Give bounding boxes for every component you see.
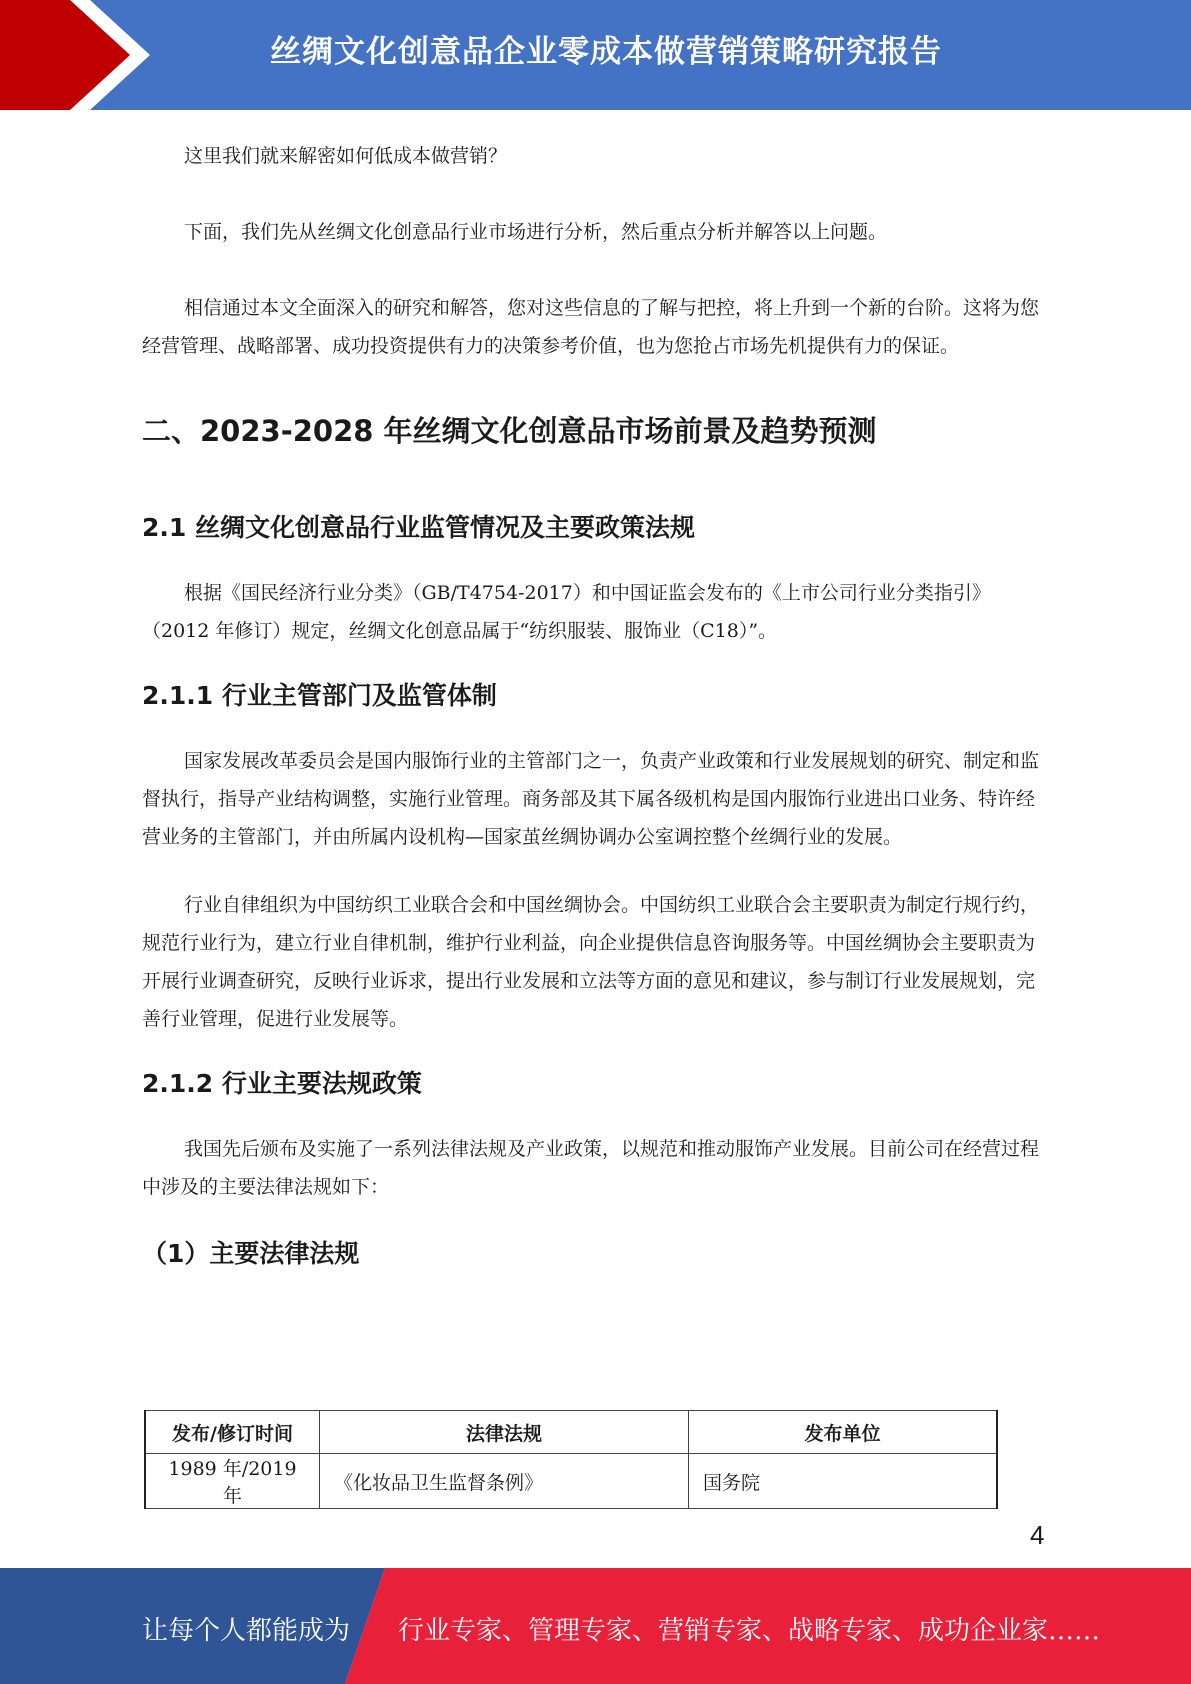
section-heading: 二、2023-2028 年丝绸文化创意品市场前景及趋势预测	[142, 414, 877, 448]
page-number: 4	[1030, 1520, 1045, 1550]
table-header-row	[145, 1411, 997, 1454]
paragraph-7: 我国先后颁布及实施了一系列法律法规及产业政策，以规范和推动服饰产业发展。目前公司在经营过程中涉及的主要法律法规如下：	[142, 1138, 1040, 1198]
subsection-heading-2-1-1: 2.1.1 行业主管部门及监管体制	[142, 681, 497, 710]
laws-table	[144, 1410, 998, 1509]
header-title: 丝绸文化创意品企业零成本做营销策略研究报告	[270, 34, 942, 70]
paragraph-3: 相信通过本文全面深入的研究和解答，您对这些信息的了解与把控，将上升到一个新的台阶。这将为您经营管理、战略部署、成功投资提供有力的决策参考价值，也为您抢占市场先机提供有力的保证。	[142, 297, 1040, 357]
subsection-heading-2-1-2: 2.1.2 行业主要法规政策	[142, 1069, 422, 1098]
footer-slogan-left: 让每个人都能成为	[142, 1616, 351, 1646]
table-row	[145, 1454, 997, 1509]
table-header-date: 发布/修订时间	[145, 1411, 320, 1454]
paragraph-5: 国家发展改革委员会是国内服饰行业的主管部门之一，负责产业政策和行业发展规划的研究、制定和监督执行，指导产业结构调整，实施行业管理。商务部及其下属各级机构是国内服饰行业进出口业务、特许经营业务的主管部门，并由所属内设机构—国家茧丝绸协调办公室调控整个丝绸行业的发展。	[142, 750, 1040, 848]
table-cell-date: 1989 年/2019 年	[145, 1454, 320, 1509]
table-header-law: 法律法规	[320, 1411, 689, 1454]
page-footer	[0, 1568, 1191, 1684]
paragraph-1: 这里我们就来解密如何低成本做营销？	[184, 145, 508, 167]
page-header	[0, 0, 1191, 110]
table-header-issuer: 发布单位	[689, 1411, 998, 1454]
table-cell-issuer: 国务院	[689, 1454, 998, 1509]
paragraph-6: 行业自律组织为中国纺织工业联合会和中国丝绸协会。中国纺织工业联合会主要职责为制定行规行约，规范行业行为，建立行业自律机制，维护行业利益，向企业提供信息咨询服务等。中国丝绸协会主要职责为开展行业调查研究，反映行业诉求，提出行业发展和立法等方面的意见和建议，参与制订行业发展规划，完善行业管理，促进行业发展等。	[142, 894, 1040, 1030]
subsection-heading-2-1: 2.1 丝绸文化创意品行业监管情况及主要政策法规	[142, 513, 695, 542]
paragraph-2: 下面，我们先从丝绸文化创意品行业市场进行分析，然后重点分析并解答以上问题。	[184, 221, 888, 243]
subsection-heading-laws: （1）主要法律法规	[142, 1239, 360, 1268]
footer-slogan-right: 行业专家、管理专家、营销专家、战略专家、成功企业家……	[398, 1616, 1101, 1646]
paragraph-4: 根据《国民经济行业分类》（GB/T4754-2017）和中国证监会发布的《上市公司行业分类指引》（2012 年修订）规定，丝绸文化创意品属于“纺织服装、服饰业（C18）”。	[142, 582, 991, 642]
page-content	[142, 130, 1047, 1270]
table-cell-law: 《化妆品卫生监督条例》	[320, 1454, 689, 1509]
